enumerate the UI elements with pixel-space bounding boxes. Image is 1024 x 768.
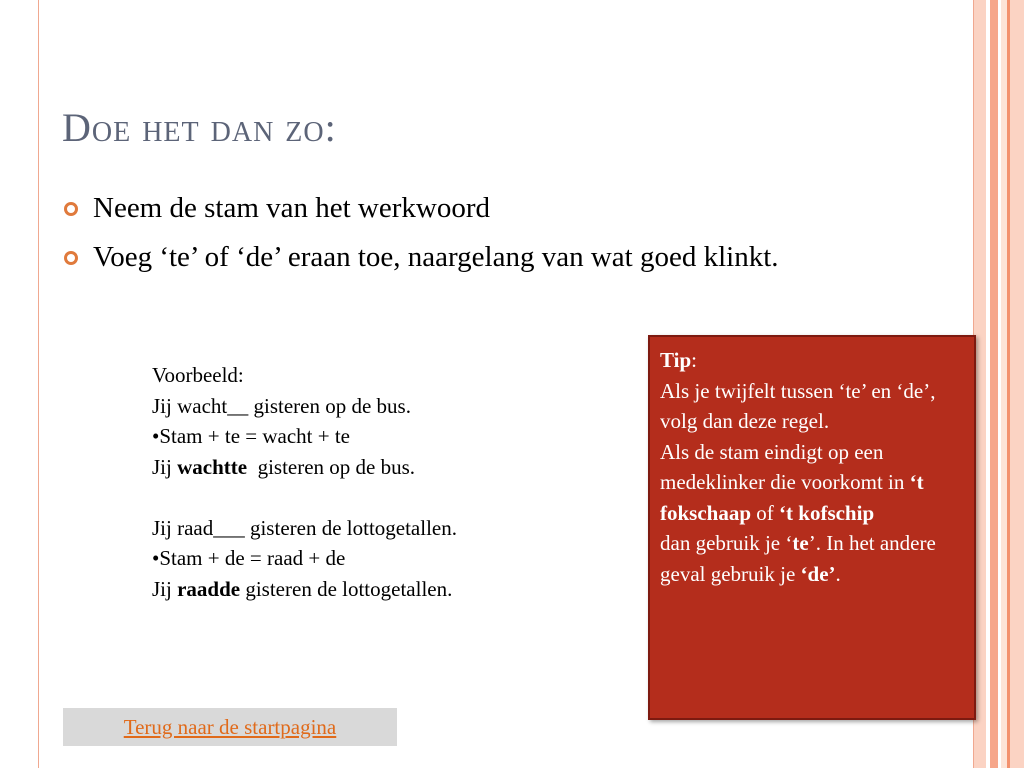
tip-box xyxy=(648,335,976,720)
example-heading: Voorbeeld: xyxy=(152,363,244,387)
tip-text: volg dan deze regel. xyxy=(660,409,830,433)
example-answer: Jij raadde gisteren de lottogetallen. xyxy=(152,576,453,601)
example-rule: •Stam + de = raad + de xyxy=(152,546,346,570)
example-sentence: Jij raad___ gisteren de lottogetallen. xyxy=(152,515,457,540)
tip-text: dan gebruik je ‘te’. In het andere geval gebruik je ‘de’. xyxy=(660,531,936,586)
tip-text: Als de stam eindigt op een medeklinker die voorkomt in ‘t fokschaap of ‘t kofschip xyxy=(660,439,924,525)
back-to-start-link[interactable]: Terug naar de startpagina xyxy=(123,714,337,739)
tip-heading: Tip: xyxy=(660,348,697,372)
example-answer: Jij wachtte gisteren op de bus. xyxy=(152,454,416,479)
bullet-text: Voeg ‘te’ of ‘de’ eraan toe, naargelang van wat goed klinkt. xyxy=(93,241,779,273)
bullet-item xyxy=(62,188,862,229)
bullet-list xyxy=(62,188,862,286)
spacer xyxy=(152,482,457,513)
back-link-box[interactable] xyxy=(63,708,397,746)
decorative-stripes xyxy=(974,0,1024,768)
example-block xyxy=(152,360,457,604)
tip-text: Als je twijfelt tussen ‘te’ en ‘de’, xyxy=(660,378,936,403)
slide-title: Doe het dan zo: xyxy=(62,105,337,150)
example-sentence: Jij wacht__ gisteren op de bus. xyxy=(152,393,411,418)
bullet-dot-icon xyxy=(64,251,78,265)
example-rule: •Stam + te = wacht + te xyxy=(152,424,351,448)
bullet-dot-icon xyxy=(64,202,78,216)
bullet-item xyxy=(62,237,862,278)
bullet-text: Neem de stam van het werkwoord xyxy=(93,192,491,224)
